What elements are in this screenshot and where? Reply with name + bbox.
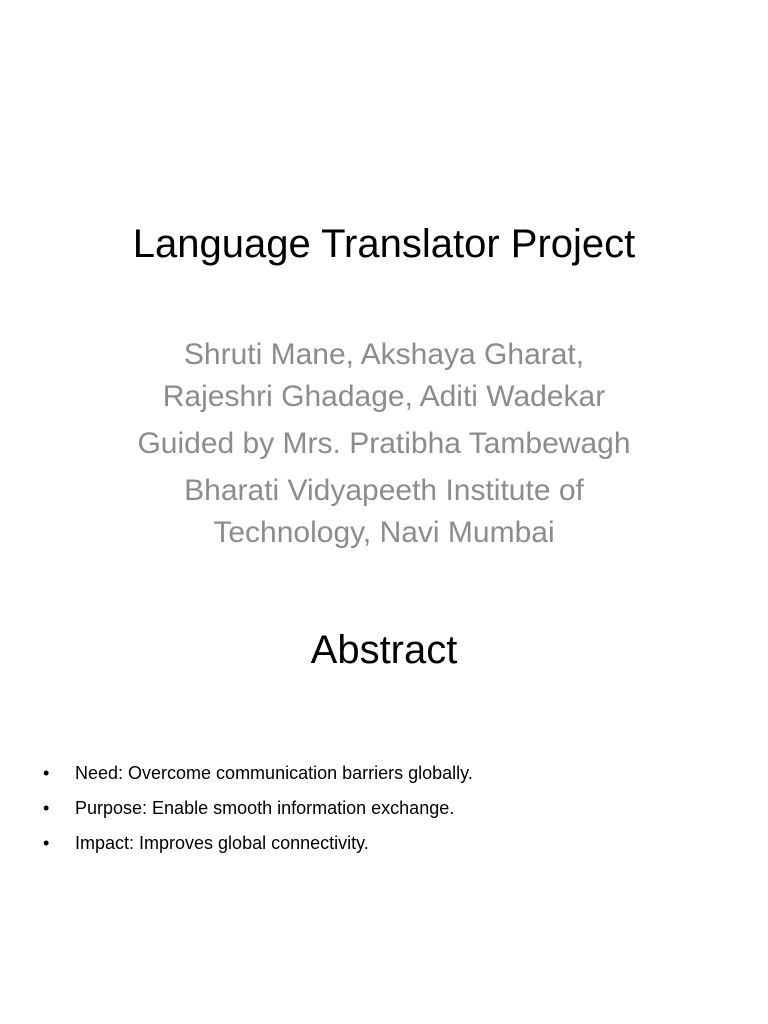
bullet-icon: • — [43, 798, 50, 818]
institute — [0, 470, 768, 554]
bullet-icon: • — [43, 833, 50, 853]
abstract-heading: Abstract — [310, 628, 458, 672]
authors-line-2: Rajeshri Ghadage, Aditi Wadekar — [162, 380, 606, 413]
bullet-item — [0, 830, 768, 856]
bullet-text: Impact: Improves global connectivity. — [75, 833, 369, 853]
bullet-item — [0, 795, 768, 821]
abstract-bullet-list — [0, 760, 768, 865]
bullet-item — [0, 760, 768, 786]
slide-subtitle — [0, 334, 768, 559]
institute-line-2: Technology, Navi Mumbai — [213, 516, 555, 549]
authors — [0, 334, 768, 418]
bullet-icon: • — [43, 763, 50, 783]
institute-line-1: Bharati Vidyapeeth Institute of — [184, 474, 584, 507]
authors-line-1: Shruti Mane, Akshaya Gharat, — [183, 338, 585, 371]
bullet-text: Purpose: Enable smooth information exchange. — [75, 798, 455, 818]
slide-title: Language Translator Project — [132, 222, 636, 266]
guide — [0, 423, 768, 465]
guide-line: Guided by Mrs. Pratibha Tambewagh — [137, 427, 631, 460]
bullet-text: Need: Overcome communication barriers globally. — [75, 763, 473, 783]
